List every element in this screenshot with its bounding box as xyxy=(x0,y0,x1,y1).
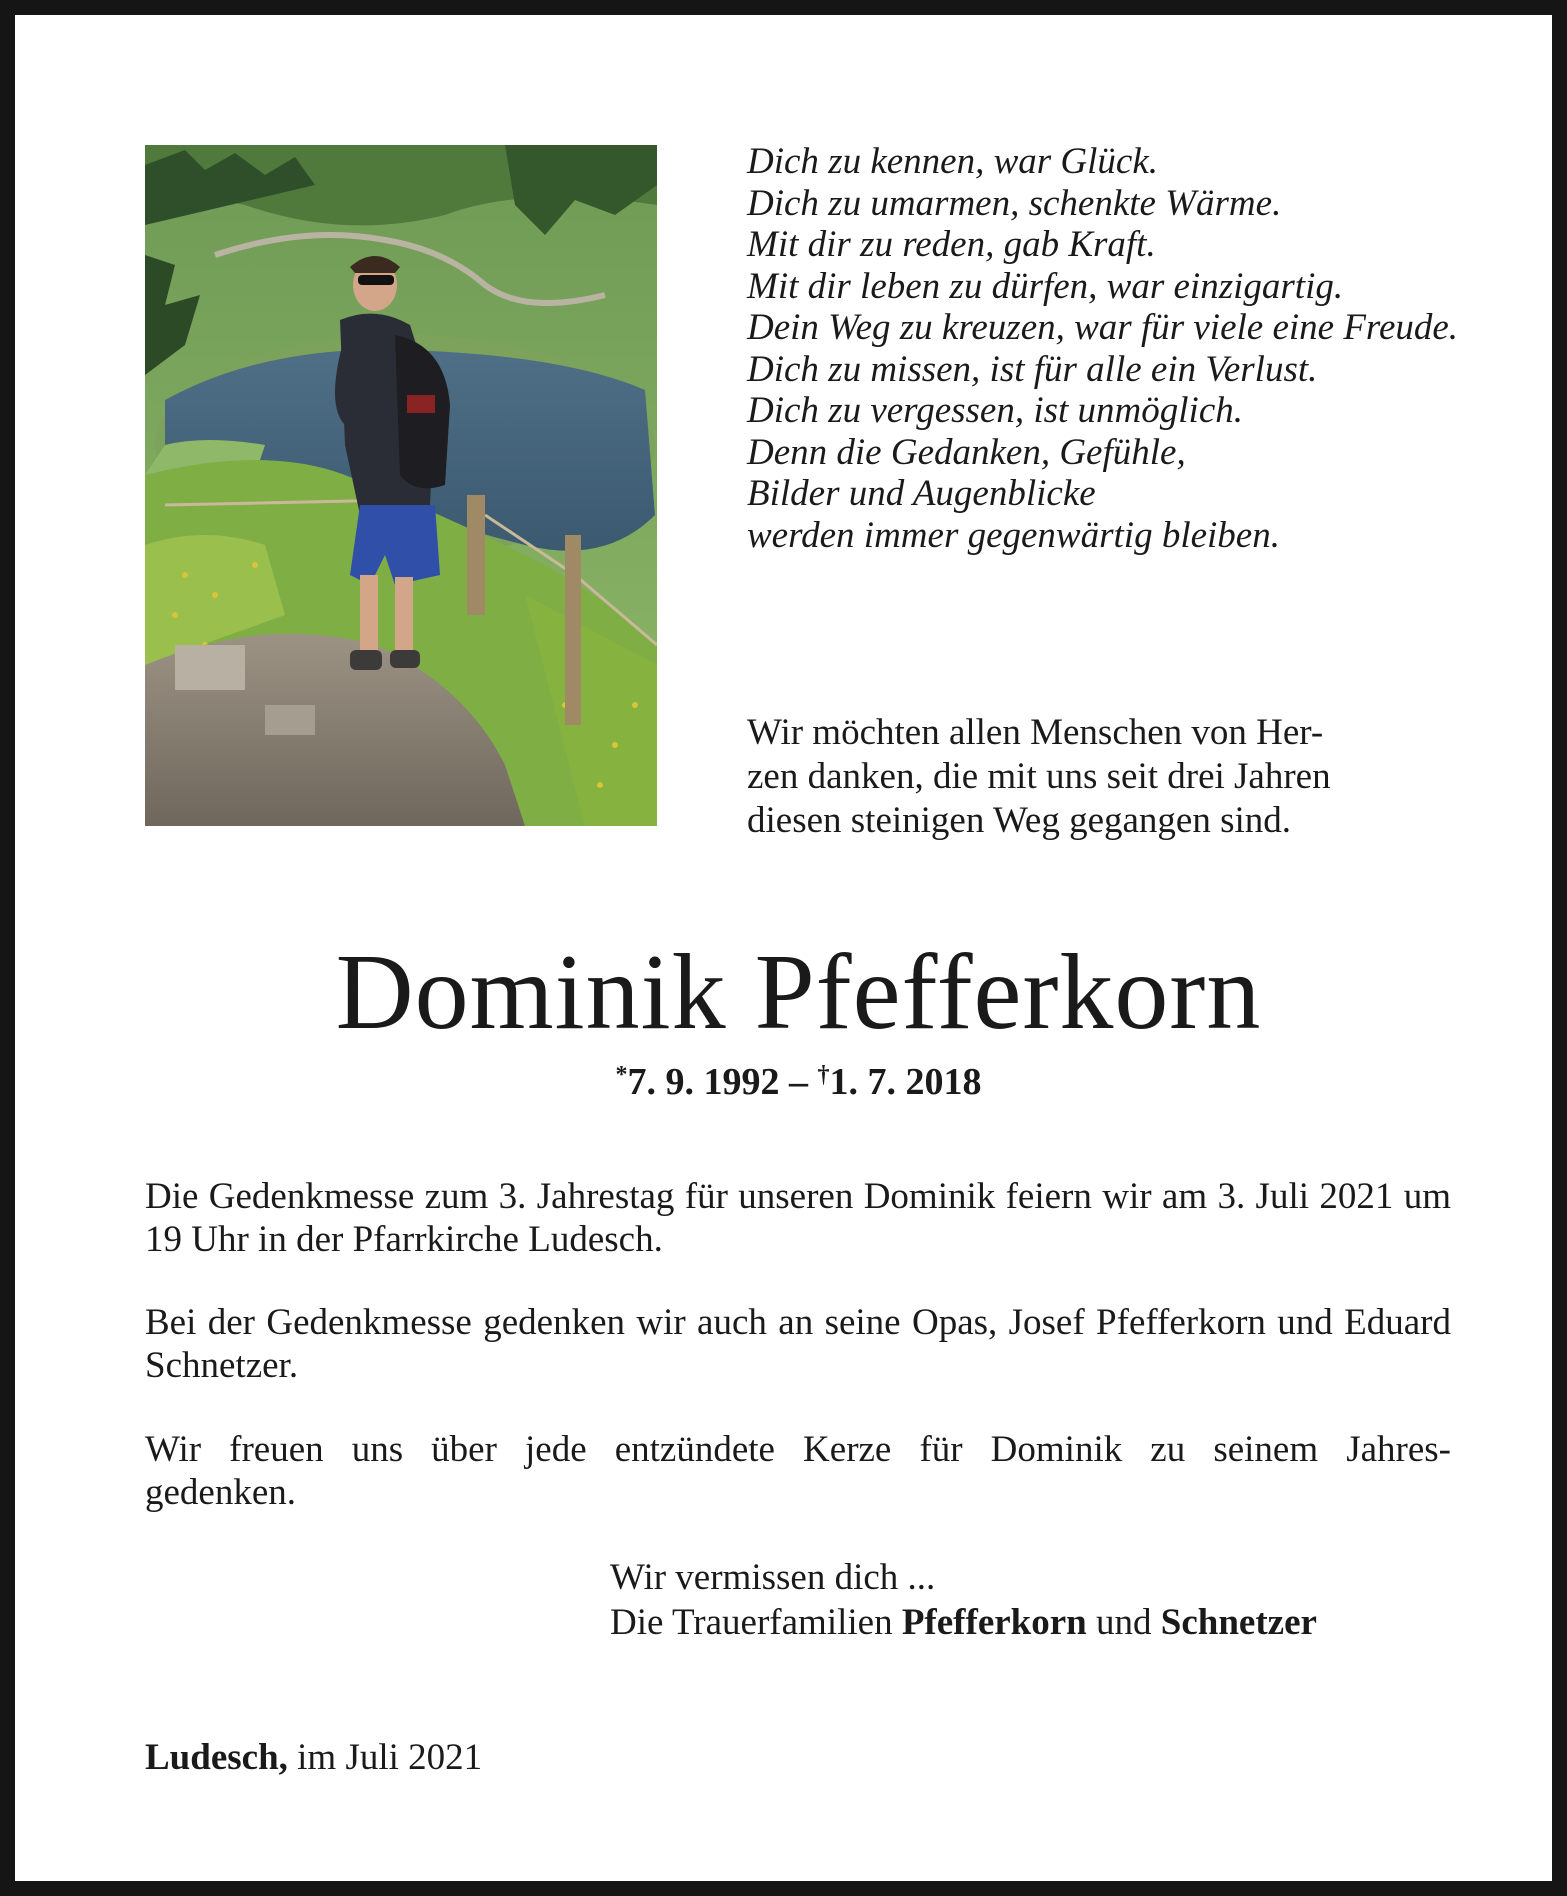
place-name: Ludesch, xyxy=(145,1737,288,1778)
poem-line: Dein Weg zu kreuzen, war für viele eine Freude. xyxy=(747,307,1459,348)
grandfathers-paragraph: Bei der Gedenkmesse gedenken wir auch an seine Opas, Josef Pfefferkorn und Eduard Schnetzer. xyxy=(145,1302,1451,1386)
families-prefix: Die Trauerfamilien xyxy=(610,1602,902,1643)
family-name-2: Schnetzer xyxy=(1160,1602,1317,1643)
candle-line-1: Wir freuen uns über jede entzündete Kerze für Dominik zu seinem Jahres- xyxy=(145,1429,1451,1470)
publication-date: im Juli 2021 xyxy=(287,1737,483,1778)
portrait-photo xyxy=(145,145,657,826)
closing-line: Wir vermissen dich ... xyxy=(610,1557,936,1598)
poem-line: Dich zu kennen, war Glück. xyxy=(747,141,1159,182)
memorial-mass-paragraph: Die Gedenkmesse zum 3. Jahrestag für unseren Dominik feiern wir am 3. Juli 2021 um 19 Uhr in der Pfarrkirche Ludesch. xyxy=(145,1176,1451,1260)
poem-line: Dich zu umarmen, schenkte Wärme. xyxy=(747,182,1282,224)
closing-signature xyxy=(610,1555,1317,1645)
mountain-hiker-image xyxy=(145,145,657,826)
date-separator: – xyxy=(779,1061,818,1103)
memorial-poem xyxy=(747,141,1458,556)
life-dates xyxy=(15,1053,1567,1104)
poem-line: Dich zu vergessen, ist unmöglich. xyxy=(747,390,1243,431)
place-date xyxy=(145,1736,482,1780)
families-conjunction: und xyxy=(1086,1602,1161,1643)
poem-line: Mit dir zu reden, gab Kraft. xyxy=(747,224,1156,265)
birth-date: 7. 9. 1992 xyxy=(627,1061,780,1103)
death-date: 1. 7. 2018 xyxy=(829,1061,982,1103)
thanks-line: zen danken, die mit uns seit drei Jahren xyxy=(747,756,1331,797)
thanks-note xyxy=(747,711,1331,843)
candle-line-2: gedenken. xyxy=(145,1472,297,1513)
death-symbol: † xyxy=(817,1062,830,1088)
poem-line: Mit dir leben zu dürfen, war einzigartig. xyxy=(747,265,1344,307)
poem-line: werden immer gegenwärtig bleiben. xyxy=(747,514,1280,556)
family-name-1: Pfefferkorn xyxy=(901,1602,1087,1643)
birth-symbol: * xyxy=(615,1062,628,1088)
families-line xyxy=(610,1600,1317,1645)
thanks-line: diesen steinigen Weg gegangen sind. xyxy=(747,800,1292,841)
candle-paragraph xyxy=(145,1428,1451,1514)
thanks-line: Wir möchten allen Menschen von Her- xyxy=(747,712,1324,753)
deceased-name: Dominik Pfefferkorn xyxy=(335,933,1262,1052)
poem-line: Bilder und Augenblicke xyxy=(747,473,1096,514)
poem-line: Dich zu missen, ist für alle ein Verlust. xyxy=(747,348,1318,390)
poem-line: Denn die Gedanken, Gefühle, xyxy=(747,431,1186,473)
